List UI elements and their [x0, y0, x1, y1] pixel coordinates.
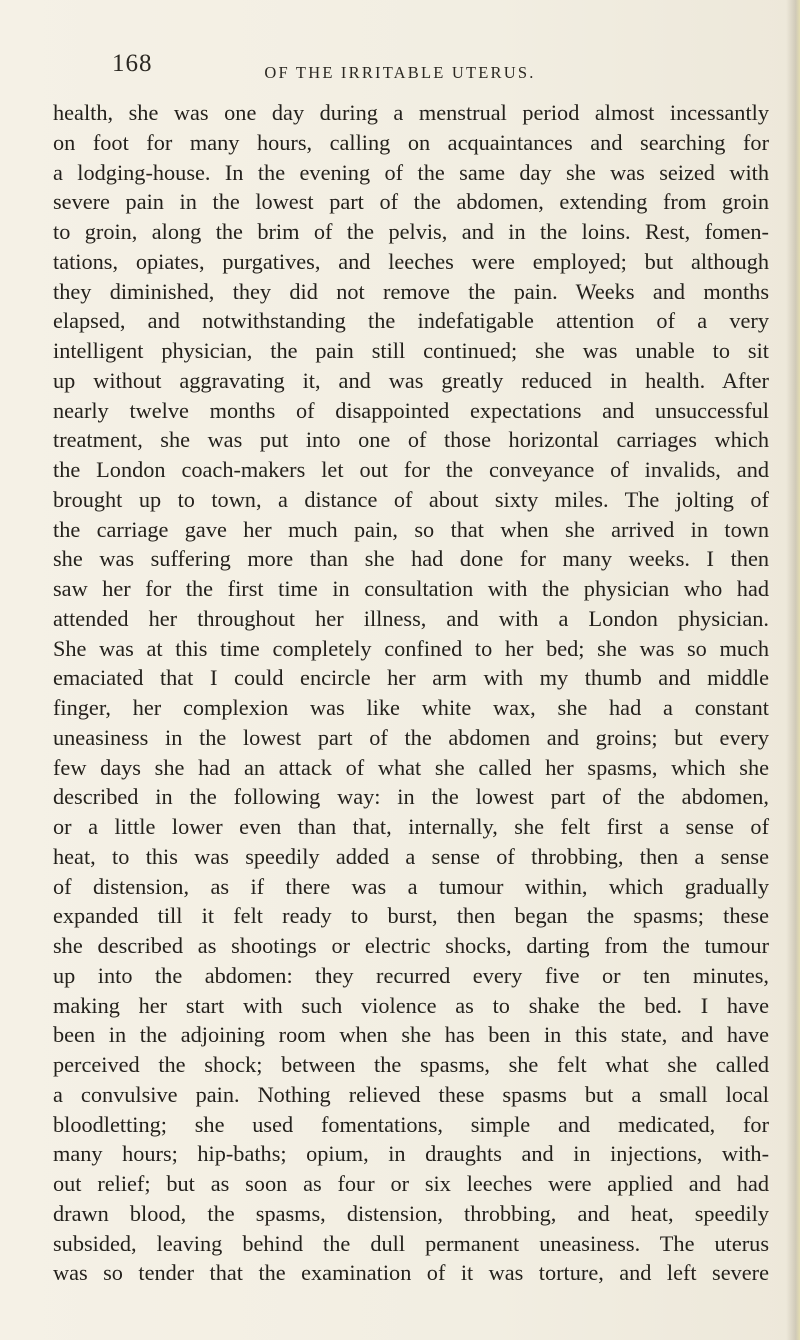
text-line: elapsed, and notwithstanding the indefatigable attention of a very — [53, 308, 769, 334]
text-line: a convulsive pain. Nothing relieved these spasms but a small local — [53, 1081, 769, 1107]
text-line: expanded till it felt ready to burst, then began the spasms; these — [53, 903, 769, 929]
text-line: the London coach-makers let out for the conveyance of invalids, and — [53, 457, 769, 482]
text-line: she was suffering more than she had done for many weeks. I then — [53, 546, 769, 572]
text-line: health, she was one day during a menstrual period almost incessantly — [53, 100, 769, 125]
text-line: She was at this time completely confined to her bed; she was so much — [53, 635, 769, 661]
text-line: many hours; hip-baths; opium, in draughts and in injections, with- — [53, 1141, 769, 1167]
text-line: or a little lower even than that, internally, she felt first a sense of — [53, 814, 769, 839]
text-line: intelligent physician, the pain still continued; she was unable to sit — [53, 338, 769, 363]
text-line: out relief; but as soon as four or six leeches were applied and had — [53, 1171, 769, 1196]
text-line: attended her throughout her illness, and with a London physician. — [53, 605, 769, 631]
text-line: saw her for the first time in consultation with the physician who had — [53, 576, 769, 601]
text-line: perceived the shock; between the spasms, she felt what she called — [53, 1052, 769, 1077]
page-edge-shadow — [786, 0, 800, 1340]
page-number: 168 — [112, 50, 153, 77]
text-line: nearly twelve months of disappointed expectations and unsuccessful — [53, 397, 769, 423]
text-line: described in the following way: in the lowest part of the abdomen, — [53, 784, 769, 810]
text-line: uneasiness in the lowest part of the abdomen and groins; but every — [53, 724, 769, 750]
text-line: finger, her complexion was like white wax, she had a constant — [53, 695, 769, 720]
text-line: treatment, she was put into one of those horizontal carriages which — [53, 427, 769, 453]
text-line: tations, opiates, purgatives, and leeches were employed; but although — [53, 248, 769, 274]
text-line: of distension, as if there was a tumour within, which gradually — [53, 873, 769, 899]
text-line: she described as shootings or electric shocks, darting from the tumour — [53, 933, 769, 958]
text-line: the carriage gave her much pain, so that when she arrived in town — [53, 516, 769, 542]
text-line: a lodging-house. In the evening of the same day she was seized with — [53, 159, 769, 185]
text-line: brought up to town, a distance of about sixty miles. The jolting of — [53, 486, 769, 512]
body-paragraph — [53, 98, 769, 1288]
text-line: up into the abdomen: they recurred every five or ten minutes, — [53, 962, 769, 988]
text-line: on foot for many hours, calling on acquaintances and searching for — [53, 129, 769, 155]
text-line: been in the adjoining room when she has been in this state, and have — [53, 1022, 769, 1048]
text-line: to groin, along the brim of the pelvis, and in the loins. Rest, fomen- — [53, 219, 769, 244]
text-line: making her start with such violence as to shake the bed. I have — [53, 992, 769, 1018]
text-line: they diminished, they did not remove the pain. Weeks and months — [53, 278, 769, 304]
text-line: was so tender that the examination of it was torture, and left severe — [53, 1260, 769, 1286]
text-line: bloodletting; she used fomentations, simple and medicated, for — [53, 1111, 769, 1137]
text-line: drawn blood, the spasms, distension, throbbing, and heat, speedily — [53, 1200, 769, 1226]
text-line: up without aggravating it, and was greatly reduced in health. After — [53, 367, 769, 393]
text-line: few days she had an attack of what she called her spasms, which she — [53, 754, 769, 780]
text-line: emaciated that I could encircle her arm with my thumb and middle — [53, 665, 769, 691]
text-line: subsided, leaving behind the dull permanent uneasiness. The uterus — [53, 1230, 769, 1256]
text-line: severe pain in the lowest part of the abdomen, extending from groin — [53, 189, 769, 215]
running-title: OF THE IRRITABLE UTERUS. — [264, 63, 536, 82]
text-line: heat, to this was speedily added a sense of throbbing, then a sense — [53, 843, 769, 869]
